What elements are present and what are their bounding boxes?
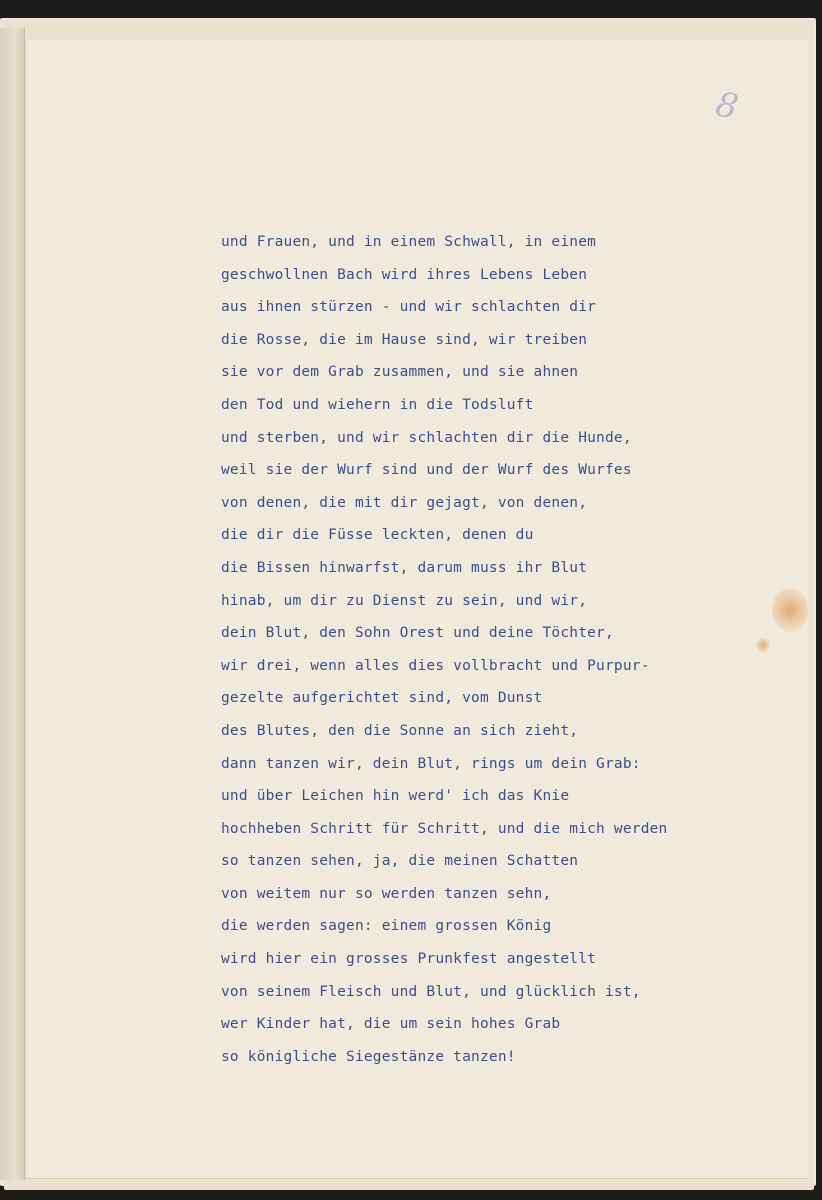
text-line: und über Leichen hin werd' ich das Knie: [221, 788, 570, 805]
text-line: dann tanzen wir, dein Blut, rings um dein Grab:: [221, 755, 641, 772]
text-line: die dir die Füsse leckten, denen du: [221, 527, 534, 544]
binding-edge: [0, 28, 25, 1180]
typewritten-page: [26, 40, 808, 1178]
text-line: sie vor dem Grab zusammen, und sie ahnen: [221, 364, 579, 381]
text-line: die Rosse, die im Hause sind, wir treiben: [221, 331, 588, 348]
text-line: von weitem nur so werden tanzen sehn,: [221, 885, 552, 902]
text-line: gezelte aufgerichtet sind, vom Dunst: [221, 690, 543, 707]
text-line: von seinem Fleisch und Blut, und glücklich ist,: [221, 983, 641, 1000]
text-line: den Tod und wiehern in die Todsluft: [221, 396, 534, 413]
stain-mark: [772, 588, 808, 632]
text-line: hinab, um dir zu Dienst zu sein, und wir,: [221, 592, 588, 609]
text-line: die werden sagen: einem grossen König: [221, 918, 552, 935]
text-line: dein Blut, den Sohn Orest und deine Töchter,: [221, 625, 614, 642]
text-line: weil sie der Wurf sind und der Wurf des Wurfes: [221, 462, 632, 479]
text-line: wird hier ein grosses Prunkfest angestellt: [221, 951, 597, 968]
text-line: wir drei, wenn alles dies vollbracht und Purpur-: [221, 657, 650, 674]
text-line: so königliche Siegestänze tanzen!: [221, 1048, 516, 1065]
text-line: und Frauen, und in einem Schwall, in einem: [221, 234, 597, 250]
typed-text-block: [221, 226, 668, 1073]
page-number: 8: [712, 84, 742, 128]
text-line: des Blutes, den die Sonne an sich zieht,: [221, 722, 579, 739]
text-line: so tanzen sehen, ja, die meinen Schatten: [221, 853, 579, 870]
text-line: die Bissen hinwarfst, darum muss ihr Blut: [221, 559, 588, 576]
text-line: hochheben Schritt für Schritt, und die mich werden: [221, 820, 668, 837]
text-line: geschwollnen Bach wird ihres Lebens Leben: [221, 266, 588, 283]
stain-mark-small: [756, 638, 770, 652]
text-line: und sterben, und wir schlachten dir die Hunde,: [221, 429, 632, 446]
text-line: wer Kinder hat, die um sein hohes Grab: [221, 1016, 561, 1033]
text-line: von denen, die mit dir gejagt, von denen,: [221, 494, 588, 511]
text-line: aus ihnen stürzen - und wir schlachten dir: [221, 299, 597, 316]
